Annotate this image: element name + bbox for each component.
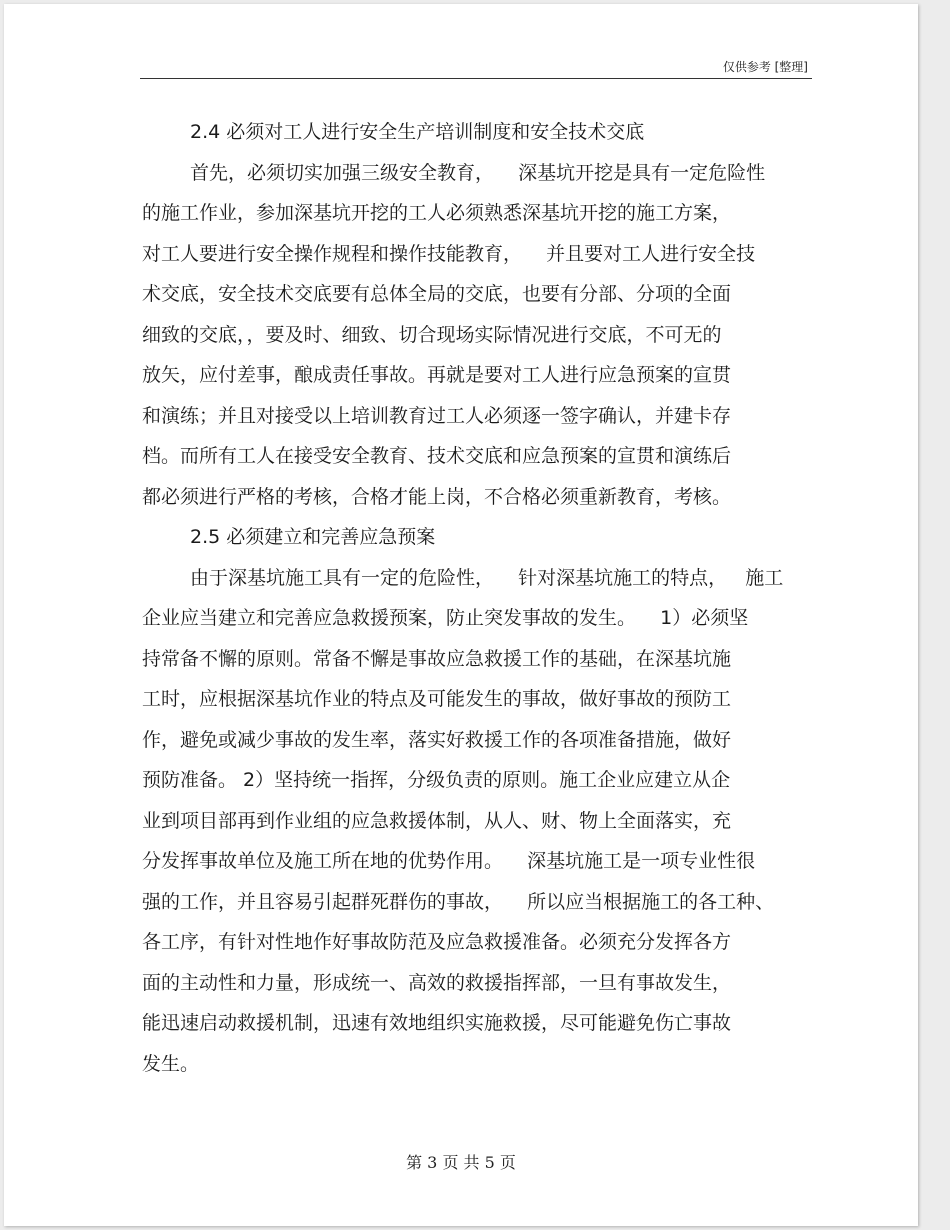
paragraph-line: 面的主动性和力量，形成统一、高效的救援指挥部，一旦有事故发生， [142,971,732,994]
paragraph-line: 工时，应根据深基坑作业的特点及可能发生的事故，做好事故的预防工 [142,688,732,710]
paragraph-line: 作，避免或减少事故的发生率，落实好救援工作的各项准备措施，做好 [142,728,732,751]
paragraph-line: 放矢，应付差事，酿成责任事故。再就是要对工人进行应急预案的宣贯 [142,364,732,386]
paragraph-line: 业到项目部再到作业组的应急救援体制，从人、财、物上全面落实，充 [142,809,732,832]
paragraph-line: 都必须进行严格的考核，合格才能上岗，不合格必须重新教育，考核。 [142,485,732,508]
paragraph-line: 持常备不懈的原则。常备不懈是事故应急救援工作的基础，在深基坑施 [142,647,732,670]
paragraph-line: 各工序，有针对性地作好事故防范及应急救援准备。必须充分发挥各方 [142,931,732,953]
paragraph-line: 发生。 [142,1052,200,1075]
header-label: 仅供参考 [整理] [722,60,808,74]
document-page [4,4,918,1226]
paragraph-line: 分发挥事故单位及施工所在地的优势作用。 深基坑施工是一项专业性很 [142,850,756,872]
paragraph-line: 能迅速启动救援机制，迅速有效地组织实施救援，尽可能避免伤亡事故 [142,1012,732,1034]
paragraph-line: 术交底，安全技术交底要有总体全局的交底，也要有分部、分项的全面 [142,283,732,305]
paragraph-line: 强的工作，并且容易引起群死群伤的事故， 所以应当根据施工的各工种、 [142,890,775,913]
header-divider [140,78,812,79]
paragraph-line: 首先，必须切实加强三级安全教育， 深基坑开挖是具有一定危险性 [190,161,766,184]
paragraph-line: 档。而所有工人在接受安全教育、技术交底和应急预案的宣贯和演练后 [142,445,732,467]
paragraph-line: 企业应当建立和完善应急救援预案，防止突发事故的发生。 1）必须坚 [142,607,749,629]
paragraph-line: 细致的交底，，要及时、细致、切合现场实际情况进行交底，不可无的 [142,323,722,346]
paragraph-line: 对工人要进行安全操作规程和操作技能教育， 并且要对工人进行安全技 [142,242,756,265]
paragraph-line: 预防准备。 2）坚持统一指挥，分级负责的原则。施工企业应建立从企 [142,769,731,791]
section-heading: 2.4 必须对工人进行安全生产培训制度和安全技术交底 [190,121,645,143]
paragraph-line: 的施工作业，参加深基坑开挖的工人必须熟悉深基坑开挖的施工方案， [142,202,732,224]
section-heading: 2.5 必须建立和完善应急预案 [190,526,436,548]
paragraph-line: 由于深基坑施工具有一定的危险性， 针对深基坑施工的特点， 施工 [190,566,784,589]
page-number-footer: 第 3 页 共 5 页 [406,1153,516,1172]
paragraph-line: 和演练；并且对接受以上培训教育过工人必须逐一签字确认，并建卡存 [142,404,732,427]
document-body [142,112,822,1084]
